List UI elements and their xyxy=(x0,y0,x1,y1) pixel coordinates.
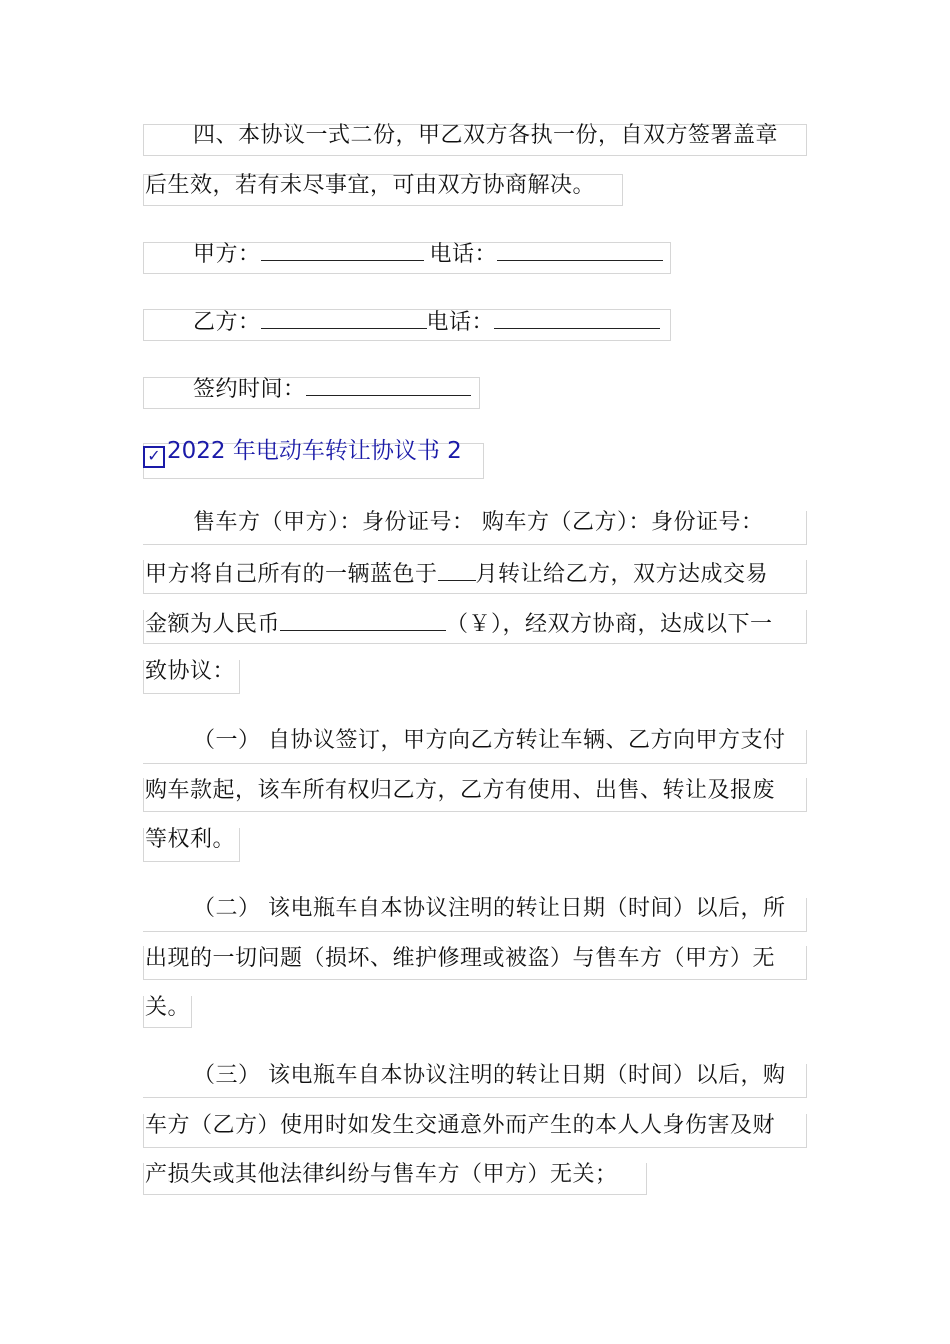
party-b-label: 乙方： xyxy=(193,310,261,335)
section-heading xyxy=(143,436,462,468)
party-a-blank xyxy=(261,238,424,261)
item-2-line-3: 关。 xyxy=(145,995,191,1020)
intro-line-3-end: （￥），经双方协商，达成以下一 xyxy=(446,612,773,637)
intro-line-2-end: 月转让给乙方，双方达成交易 xyxy=(475,562,769,587)
sign-date-row xyxy=(193,373,471,405)
item-2-line-1: （二） 该电瓶车自本协议注明的转让日期（时间）以后，所 xyxy=(193,896,786,921)
intro-line-4: 致协议： xyxy=(145,659,236,684)
item-1-line-2: 购车款起，该车所有权归乙方，乙方有使用、出售、转让及报废 xyxy=(145,778,776,803)
heading-title: 2022 年电动车转让协议书 2 xyxy=(167,438,462,464)
item-3-line-1: （三） 该电瓶车自本协议注明的转让日期（时间）以后，购 xyxy=(193,1063,786,1088)
intro-line-2-start: 甲方将自己所有的一辆蓝色于 xyxy=(145,562,438,587)
clause-4-line-1: 四、本协议一式二份，甲乙双方各执一份，自双方签署盖章 xyxy=(193,123,779,148)
item-3-line-3: 产损失或其他法律纠纷与售车方（甲方）无关； xyxy=(145,1162,618,1187)
intro-line-3 xyxy=(145,608,773,640)
checkbox-checked-icon: ✓ xyxy=(143,446,165,468)
phone-a-label: 电话： xyxy=(429,242,498,267)
item-2-line-2: 出现的一切问题（损坏、维护修理或被盗）与售车方（甲方）无 xyxy=(145,946,776,971)
party-b-blank xyxy=(261,306,427,329)
party-a-label: 甲方： xyxy=(193,242,261,267)
intro-line-3-start: 金额为人民币 xyxy=(145,612,281,637)
intro-line-2 xyxy=(145,558,768,590)
item-3-line-2: 车方（乙方）使用时如发生交通意外而产生的本人人身伤害及财 xyxy=(145,1113,776,1138)
phone-a-blank xyxy=(497,238,663,261)
month-blank xyxy=(438,558,476,581)
phone-b-blank xyxy=(494,306,660,329)
item-1-line-3: 等权利。 xyxy=(145,827,236,852)
item-1-line-1: （一） 自协议签订，甲方向乙方转让车辆、乙方向甲方支付 xyxy=(193,728,786,753)
party-a-row xyxy=(193,238,663,270)
sign-date-label: 签约时间： xyxy=(193,377,306,402)
party-b-row xyxy=(193,306,660,338)
sign-date-blank xyxy=(306,373,471,396)
phone-b-label: 电话： xyxy=(426,310,495,335)
amount-blank xyxy=(280,608,446,631)
clause-4-line-2: 后生效，若有未尽事宜，可由双方协商解决。 xyxy=(145,173,596,198)
intro-line-1: 售车方（甲方）：身份证号： 购车方（乙方）：身份证号： xyxy=(193,510,764,535)
